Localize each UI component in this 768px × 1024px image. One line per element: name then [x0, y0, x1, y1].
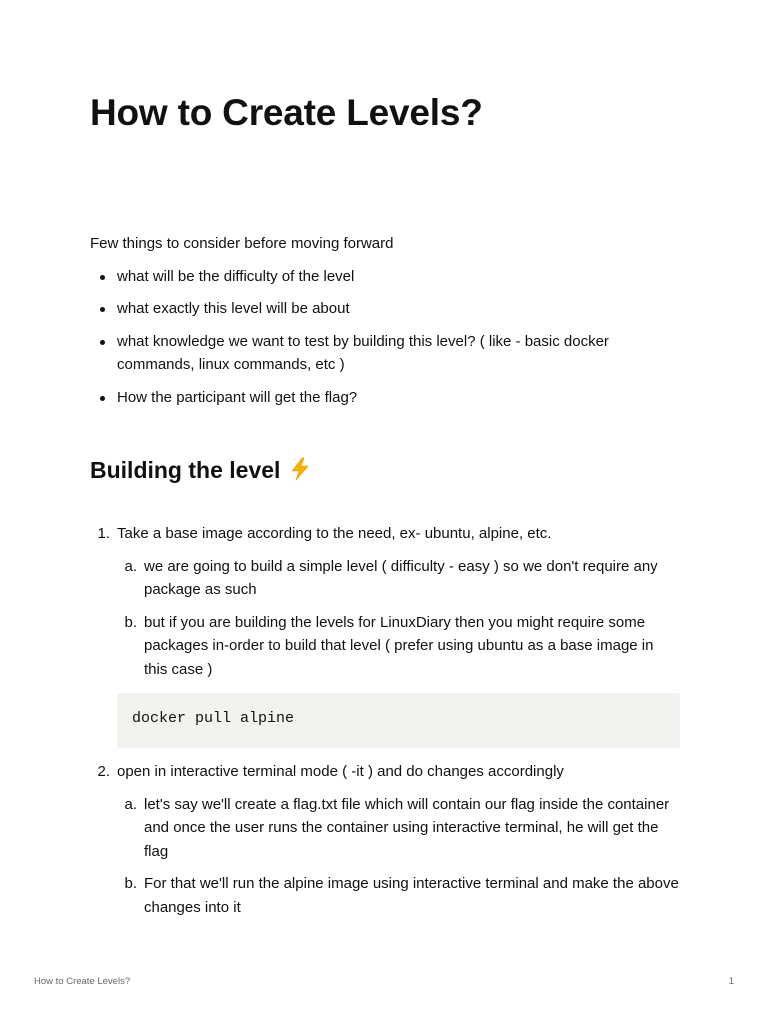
list-item-text: what knowledge we want to test by building this level? ( like - basic docker commands, linux commands, etc ) — [117, 332, 609, 373]
page-number: 1 — [728, 976, 734, 987]
list-item — [90, 386, 680, 410]
build-steps-list — [90, 522, 680, 919]
sub-step-item — [117, 611, 680, 682]
sub-step-letter: a. — [124, 557, 137, 575]
sub-step-item — [117, 872, 680, 919]
section-heading-text: Building the level — [90, 457, 281, 483]
section-heading — [90, 455, 680, 485]
considerations-list — [90, 265, 680, 410]
sub-steps-list — [117, 555, 680, 682]
list-item — [90, 265, 680, 289]
list-item — [90, 330, 680, 377]
sub-step-letter: b. — [124, 875, 137, 892]
sub-step-letter: a. — [124, 795, 137, 813]
step-text: Take a base image according to the need, ex- ubuntu, alpine, etc. — [117, 525, 552, 542]
lightning-bolt-icon — [289, 457, 311, 481]
sub-step-item — [117, 555, 680, 602]
document-body — [90, 232, 680, 928]
bullet-icon — [100, 396, 105, 401]
bullet-icon — [100, 307, 105, 312]
sub-step-text: let's say we'll create a flag.txt file which will contain our flag inside the container and once the user runs the container using interactive terminal, he will get the flag — [144, 795, 670, 860]
intro-text: Few things to consider before moving forward — [90, 235, 394, 252]
list-item-text: How the participant will get the flag? — [117, 388, 358, 406]
list-item-text: what will be the difficulty of the level — [117, 267, 355, 285]
list-item-text: what exactly this level will be about — [117, 300, 350, 317]
sub-steps-list — [117, 793, 680, 920]
step-number: 1. — [97, 525, 110, 542]
bullet-icon — [100, 340, 105, 345]
sub-step-item — [117, 793, 680, 864]
sub-step-letter: b. — [124, 613, 137, 631]
footer-title: How to Create Levels? — [34, 976, 131, 987]
page-title: How to Create Levels? — [90, 92, 483, 133]
sub-step-text: For that we'll run the alpine image using interactive terminal and make the above changes into it — [144, 875, 679, 916]
sub-step-text: but if you are building the levels for LinuxDiary then you might require some packages in-order to build that level ( prefer using ubuntu as a base image in this case ) — [144, 613, 654, 678]
step-number: 2. — [97, 763, 110, 780]
sub-step-text: we are going to build a simple level ( difficulty - easy ) so we don't require any package as such — [144, 557, 658, 598]
step-item — [90, 522, 680, 748]
step-text: open in interactive terminal mode ( -it ) and do changes accordingly — [117, 763, 564, 780]
step-item — [90, 760, 680, 919]
code-block[interactable]: docker pull alpine — [117, 693, 680, 748]
bullet-icon — [100, 275, 105, 280]
list-item — [90, 297, 680, 321]
